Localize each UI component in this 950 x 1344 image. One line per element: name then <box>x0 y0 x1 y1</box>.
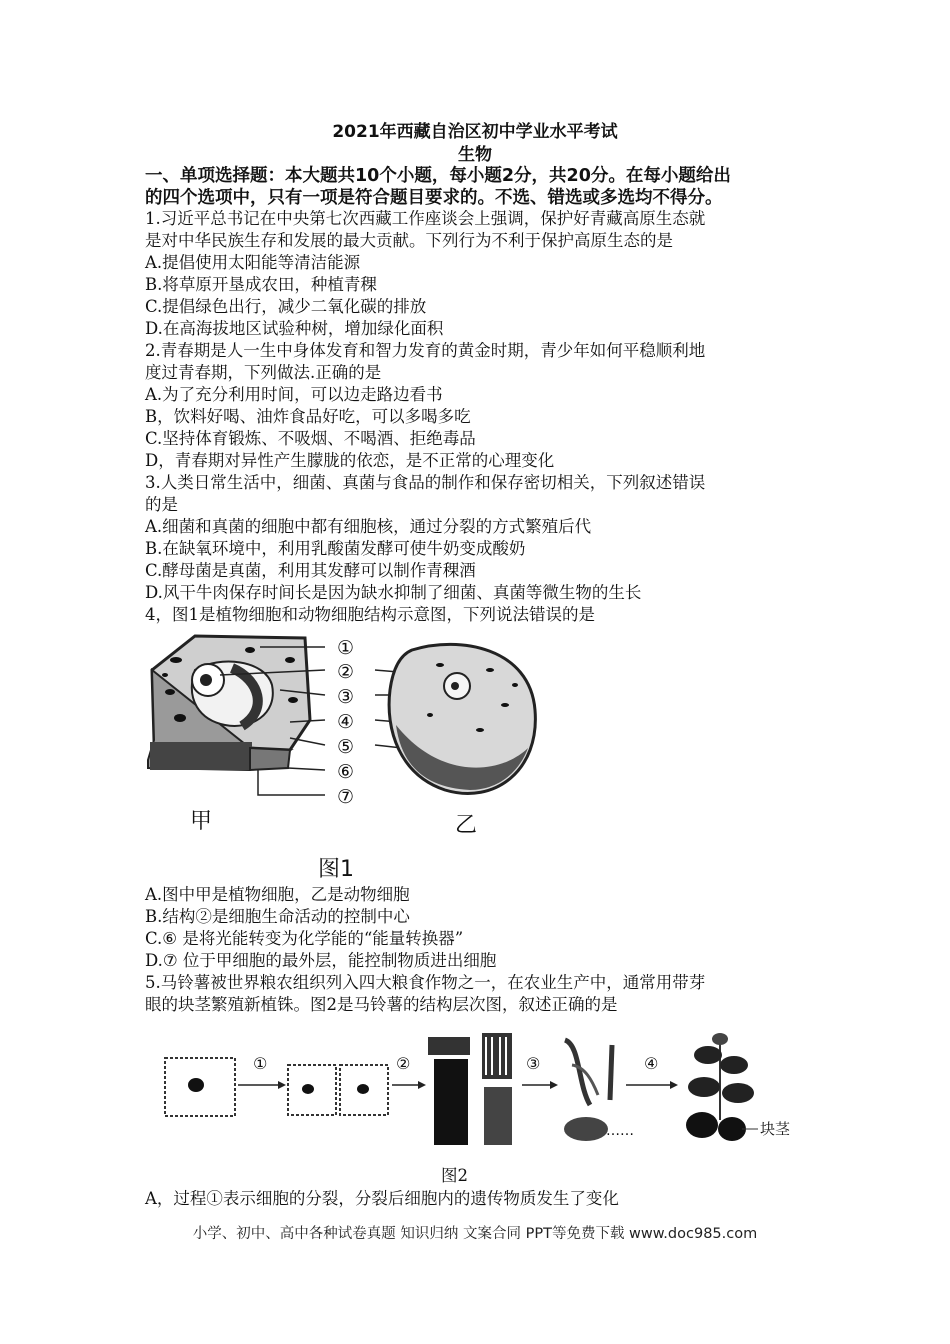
q3-option-c: C.酵母菌是真菌，利用其发酵可以制作青稞酒 <box>145 561 476 580</box>
q3-option-b: B.在缺氧环境中，利用乳酸菌发酵可使牛奶变成酸奶 <box>145 539 526 558</box>
footer-watermark-text: 小学、初中、高中各种试卷真题 知识归纳 文案合同 PPT等免费下载 www.doc985.com <box>192 1226 758 1242</box>
q2-stem-line1: 2.青春期是人一生中身体发育和智力发育的黄金时期，青少年如何平稳顺利地 <box>145 341 706 360</box>
section-instructions-line1: 一、单项选择题：本大题共10个小题，每小题2分，共20分。在每小题给出 <box>145 166 731 186</box>
q2-option-c: C.坚持体育锻炼、不吸烟、不喝酒、拒绝毒品 <box>145 429 476 448</box>
q1-option-c: C.提倡绿色出行，减少二氧化碳的排放 <box>145 297 427 316</box>
q3-stem-line2: 的是 <box>145 495 178 514</box>
structure-labels <box>337 637 354 808</box>
step-2-label: ② <box>396 1054 411 1073</box>
q5-stem-line1: 5.马铃薯被世界粮农组织列入四大粮食作物之一，在农业生产中，通常用带芽 <box>145 973 706 992</box>
q4-option-d: D.⑦ 位于甲细胞的最外层，能控制物质进出细胞 <box>145 951 497 970</box>
label-6: ⑥ <box>337 761 355 783</box>
q5-stem-line2: 眼的块茎繁殖新植铢。图2是马铃薯的结构层次图，叙述正确的是 <box>145 995 618 1014</box>
step-3-label: ③ <box>526 1054 541 1073</box>
q2-stem-line2: 度过青春期，下列做法.正确的是 <box>145 363 382 382</box>
step-4-label: ④ <box>644 1054 659 1073</box>
plant-cell-label: 甲 <box>190 809 213 834</box>
label-5: ⑤ <box>337 736 355 758</box>
section-instructions-line2: 的四个选项中，只有一项是符合题目要求的。不选、错选或多选均不得分。 <box>145 188 723 208</box>
tissues <box>428 1033 512 1145</box>
q1-stem-line1: 1.习近平总书记在中央第七次西藏工作座谈会上强调，保护好青藏高原生态就 <box>145 209 706 228</box>
figure-2-potato-hierarchy <box>160 1025 820 1155</box>
q3-option-a: A.细菌和真菌的细胞中都有细胞核，通过分裂的方式繁殖后代 <box>145 517 592 536</box>
q3-option-d: D.风干牛肉保存时间长是因为缺水抑制了细菌、真菌等微生物的生长 <box>145 583 642 602</box>
q1-stem-line2: 是对中华民族生存和发展的最大贡献。下列行为不利于保护高原生态的是 <box>145 231 673 250</box>
exam-subject: 生物 <box>458 145 492 165</box>
divided-cells <box>288 1065 388 1115</box>
q4-stem: 4，图1是植物细胞和动物细胞结构示意图，下列说法错误的是 <box>145 605 595 624</box>
potato-plant <box>686 1033 758 1141</box>
q3-stem-line1: 3.人类日常生活中，细菌、真菌与食品的制作和保存密切相关，下列叙述错误 <box>145 473 706 492</box>
q4-option-b: B.结构②是细胞生命活动的控制中心 <box>145 907 410 926</box>
label-1: ① <box>337 637 355 659</box>
q2-option-d: D，青春期对异性产生朦胧的依恋，是不正常的心理变化 <box>145 451 555 470</box>
animal-cell-label: 乙 <box>455 813 478 838</box>
tuber-label: 块茎 <box>760 1120 791 1138</box>
label-4: ④ <box>337 711 355 733</box>
exam-title: 2021年西藏自治区初中学业水平考试 <box>332 122 618 142</box>
figure-1-cell-diagram <box>140 630 560 845</box>
plant-cell <box>148 636 310 770</box>
q1-option-a: A.提倡使用太阳能等清洁能源 <box>145 253 361 272</box>
figure-1-caption: 图1 <box>318 857 354 882</box>
q4-option-a: A.图中甲是植物细胞，乙是动物细胞 <box>145 885 410 904</box>
ellipsis: …… <box>606 1123 634 1139</box>
step-1-label: ① <box>253 1054 268 1073</box>
label-3: ③ <box>337 686 355 708</box>
label-7: ⑦ <box>337 786 355 808</box>
q5-option-a: A，过程①表示细胞的分裂，分裂后细胞内的遗传物质发生了变化 <box>145 1189 619 1208</box>
q2-option-b: B，饮料好喝、油炸食品好吃，可以多喝多吃 <box>145 407 471 426</box>
q1-option-d: D.在高海拔地区试验种树，增加绿化面积 <box>145 319 444 338</box>
organs <box>564 1040 612 1141</box>
label-2: ② <box>337 661 355 683</box>
single-cell <box>165 1058 235 1116</box>
q1-option-b: B.将草原开垦成农田，种植青稞 <box>145 275 377 294</box>
q2-option-a: A.为了充分利用时间，可以边走路边看书 <box>145 385 443 404</box>
figure-2-caption: 图2 <box>441 1166 468 1185</box>
animal-cell <box>389 644 535 793</box>
q4-option-c: C.⑥ 是将光能转变为化学能的“能量转换器” <box>145 929 464 948</box>
